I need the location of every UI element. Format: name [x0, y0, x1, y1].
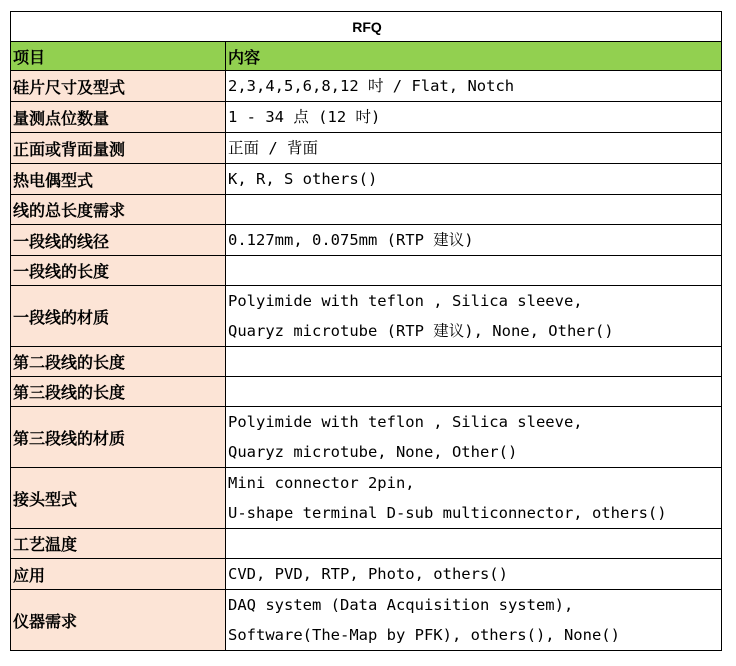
value-line: 正面 / 背面 — [228, 139, 318, 157]
table-row — [11, 102, 722, 133]
row-label: 热电偶型式 — [11, 164, 226, 195]
row-label: 第二段线的长度 — [11, 347, 226, 377]
row-value — [226, 347, 722, 377]
table-row — [11, 286, 722, 347]
table-row — [11, 256, 722, 286]
rfq-table — [10, 11, 722, 651]
row-value — [226, 468, 722, 529]
value-line: Polyimide with teflon , Silica sleeve, — [228, 413, 583, 431]
value-line: Mini connector 2pin, — [228, 474, 415, 492]
row-label: 应用 — [11, 559, 226, 590]
table-row — [11, 133, 722, 164]
row-value — [226, 407, 722, 468]
row-label: 接头型式 — [11, 468, 226, 529]
table-row — [11, 71, 722, 102]
row-label: 量测点位数量 — [11, 102, 226, 133]
header-content: 内容 — [226, 42, 722, 71]
value-line: K, R, S others() — [228, 170, 378, 188]
table-row — [11, 407, 722, 468]
table-row — [11, 195, 722, 225]
row-label: 一段线的线径 — [11, 225, 226, 256]
table-title: RFQ — [11, 12, 722, 42]
row-label: 第三段线的材质 — [11, 407, 226, 468]
row-value — [226, 102, 722, 133]
value-line: Software(The-Map by PFK), others(), None() — [228, 626, 620, 644]
row-value — [226, 225, 722, 256]
row-label: 正面或背面量测 — [11, 133, 226, 164]
value-line: Polyimide with teflon , Silica sleeve, — [228, 292, 583, 310]
table-row — [11, 377, 722, 407]
row-value — [226, 71, 722, 102]
row-value — [226, 256, 722, 286]
value-line: 2,3,4,5,6,8,12 吋 / Flat, Notch — [228, 77, 515, 95]
row-value — [226, 286, 722, 347]
row-label: 仪器需求 — [11, 590, 226, 651]
row-value — [226, 195, 722, 225]
value-line: Quaryz microtube, None, Other() — [228, 443, 518, 461]
row-label: 一段线的材质 — [11, 286, 226, 347]
value-line: 0.127mm, 0.075mm (RTP 建议) — [228, 231, 474, 249]
value-line: 1 - 34 点 (12 吋) — [228, 108, 381, 126]
value-line: DAQ system (Data Acquisition system), — [228, 596, 574, 614]
row-label: 一段线的长度 — [11, 256, 226, 286]
value-line: CVD, PVD, RTP, Photo, others() — [228, 565, 508, 583]
header-item: 项目 — [11, 42, 226, 71]
table-row — [11, 468, 722, 529]
table-row — [11, 347, 722, 377]
row-label: 线的总长度需求 — [11, 195, 226, 225]
row-value — [226, 377, 722, 407]
table-row — [11, 529, 722, 559]
row-label: 硅片尺寸及型式 — [11, 71, 226, 102]
table-row — [11, 590, 722, 651]
row-value — [226, 559, 722, 590]
row-value — [226, 133, 722, 164]
row-value — [226, 529, 722, 559]
table-row — [11, 164, 722, 195]
value-line: Quaryz microtube (RTP 建议), None, Other() — [228, 322, 614, 340]
row-value — [226, 164, 722, 195]
row-value — [226, 590, 722, 651]
row-label: 工艺温度 — [11, 529, 226, 559]
table-row — [11, 559, 722, 590]
row-label: 第三段线的长度 — [11, 377, 226, 407]
table-row — [11, 225, 722, 256]
value-line: U-shape terminal D-sub multiconnector, others() — [228, 504, 667, 522]
